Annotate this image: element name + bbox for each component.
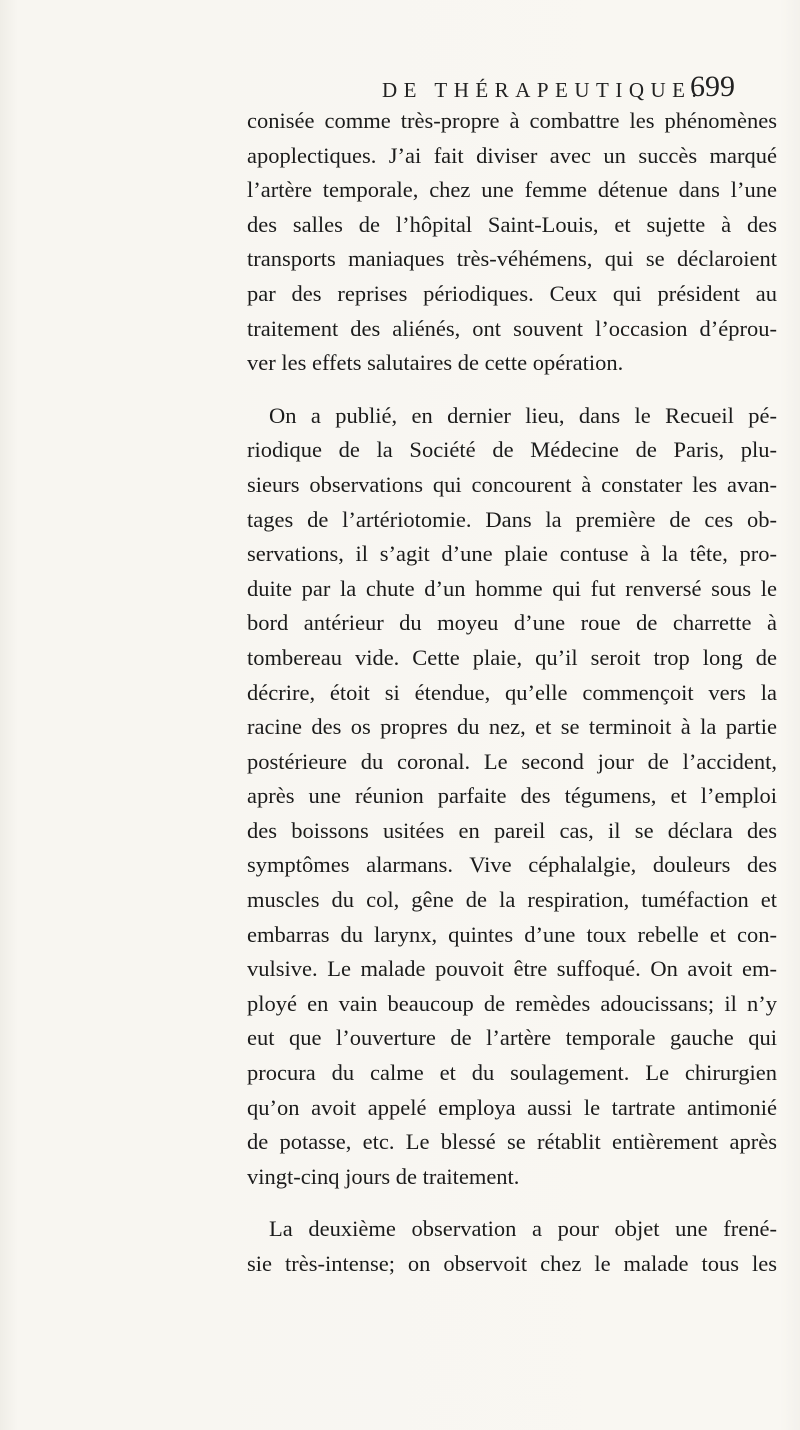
- text-line: eut que l’ouverture de l’artère temporale gauche qui: [247, 1025, 777, 1051]
- body-text: [247, 104, 777, 1282]
- text-line: bord antérieur du moyeu d’une roue de charrette à: [247, 610, 777, 636]
- text-line: décrire, étoit si étendue, qu’elle commençoit vers la: [247, 679, 777, 705]
- paragraph: [247, 104, 777, 381]
- running-head: DE THÉRAPEUTIQUE.: [382, 78, 704, 102]
- paragraph: [247, 1212, 777, 1281]
- text-line: qu’on avoit appelé employa aussi le tartrate antimonié: [247, 1094, 777, 1120]
- text-line: La deuxième observation a pour objet une frené-: [269, 1216, 777, 1242]
- text-line: après une réunion parfaite des tégumens, et l’emploi: [247, 783, 777, 809]
- text-line: ver les effets salutaires de cette opération.: [247, 350, 624, 376]
- page-number: 699: [690, 70, 735, 103]
- text-line: tombereau vide. Cette plaie, qu’il seroit trop long de: [247, 644, 777, 670]
- text-line: On a publié, en dernier lieu, dans le Recueil pé-: [269, 402, 777, 428]
- text-line: traitement des aliénés, ont souvent l’occasion d’éprou-: [247, 315, 777, 341]
- text-line: muscles du col, gêne de la respiration, tuméfaction et: [247, 887, 777, 913]
- text-line: sieurs observations qui concourent à constater les avan-: [247, 471, 777, 497]
- paragraph-gap: [247, 1194, 777, 1212]
- text-line: conisée comme très-propre à combattre les phénomènes: [247, 108, 777, 133]
- text-line: par des reprises périodiques. Ceux qui président au: [247, 280, 777, 306]
- text-line: riodique de la Société de Médecine de Paris, plu-: [247, 437, 777, 463]
- text-line: postérieure du coronal. Le second jour de l’accident,: [247, 748, 777, 774]
- text-line: vulsive. Le malade pouvoit être suffoqué. On avoit em-: [247, 956, 777, 982]
- paragraph: [247, 399, 777, 1195]
- text-line: des boissons usitées en pareil cas, il se déclara des: [247, 817, 777, 843]
- text-line: vingt-cinq jours de traitement.: [247, 1163, 520, 1189]
- text-line: apoplectiques. J’ai fait diviser avec un succès marqué: [247, 142, 777, 168]
- text-line: des salles de l’hôpital Saint-Louis, et sujette à des: [247, 211, 777, 237]
- text-line: l’artère temporale, chez une femme détenue dans l’une: [247, 177, 777, 203]
- text-line: transports maniaques très-véhémens, qui se déclaroient: [247, 246, 777, 272]
- text-line: servations, il s’agit d’une plaie contuse à la tête, pro-: [247, 541, 777, 567]
- paragraph-gap: [247, 381, 777, 399]
- text-line: racine des os propres du nez, et se terminoit à la partie: [247, 714, 777, 740]
- text-line: de potasse, etc. Le blessé se rétablit entièrement après: [247, 1129, 777, 1155]
- text-line: symptômes alarmans. Vive céphalalgie, douleurs des: [247, 852, 777, 878]
- text-line: duite par la chute d’un homme qui fut renversé sous le: [247, 575, 777, 601]
- text-line: ployé en vain beaucoup de remèdes adoucissans; il n’y: [247, 990, 777, 1016]
- text-line: sie très-intense; on observoit chez le malade tous les: [247, 1251, 777, 1276]
- text-line: procura du calme et du soulagement. Le chirurgien: [247, 1060, 777, 1086]
- text-line: tages de l’artériotomie. Dans la première de ces ob-: [247, 506, 777, 532]
- text-line: embarras du larynx, quintes d’une toux rebelle et con-: [247, 921, 777, 947]
